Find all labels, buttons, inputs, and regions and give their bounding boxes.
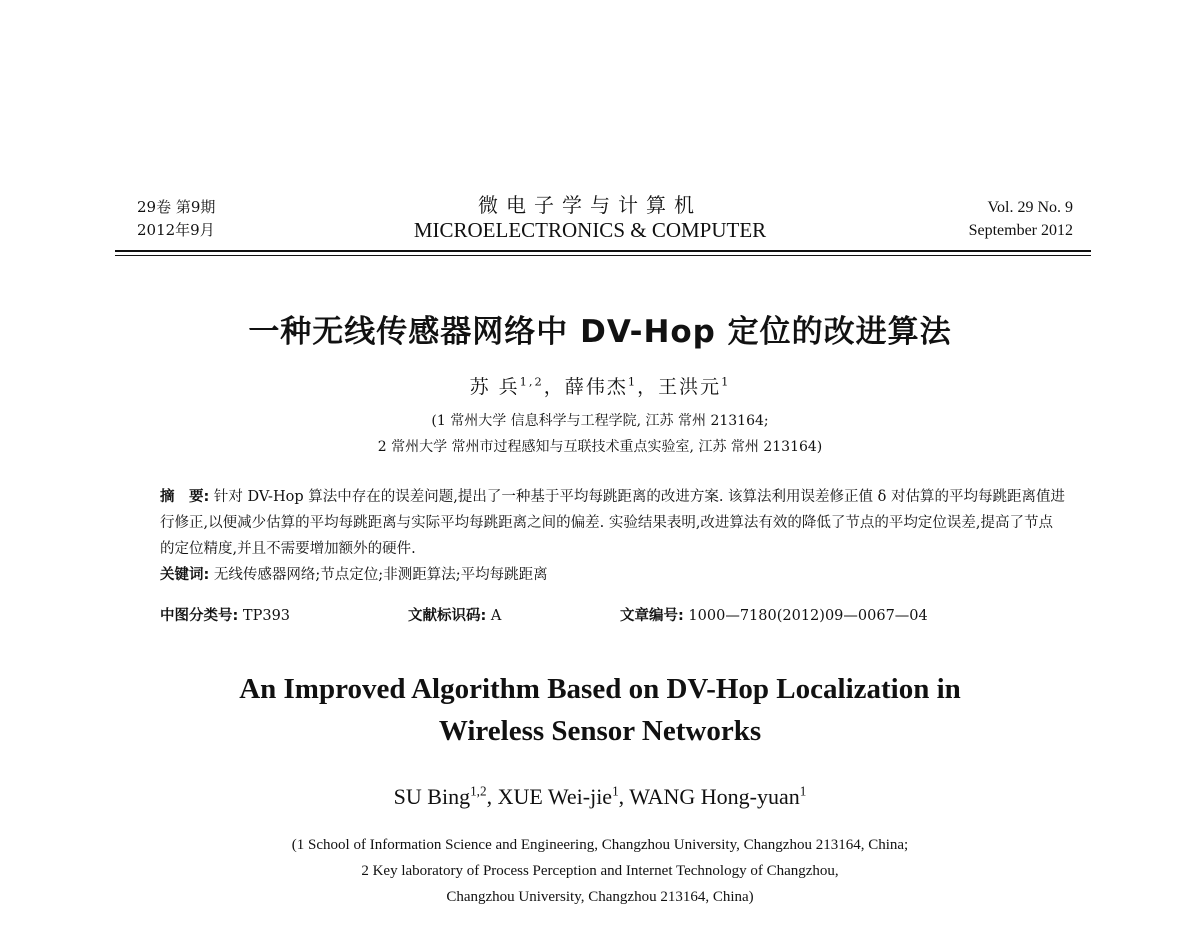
clc-label: 中图分类号: [160, 608, 239, 624]
document-code-label: 文献标识码: [408, 608, 487, 624]
volume-cn: 29卷 第9期 [137, 198, 216, 216]
author-affil-mark: 1 [612, 783, 619, 799]
volume-en: Vol. 29 No. 9 [987, 199, 1073, 216]
abstract-text: 针对 DV-Hop 算法中存在的误差问题,提出了一种基于平均每跳距离的改进方案. 该算法利用误差修正值 δ 对估算的平均每跳距离值进行修正,以便减少估算的平均每跳距离与实际平均每跳距离之间的偏差. 实验结果表明,改进算法有效的降低了节点的平均定位误差,提高了节点的定位精度,并且不需要增加额外的硬件. [160, 489, 1065, 557]
author-name: 王洪元 [658, 376, 722, 398]
affiliations-en [0, 832, 1200, 910]
affiliation-line: Changzhou University, Changzhou 213164, China) [446, 889, 754, 905]
article-number-label: 文章编号: [620, 608, 684, 624]
author-affil-mark: 1,2 [470, 783, 487, 799]
keywords [160, 562, 1065, 588]
affiliations-cn [0, 408, 1200, 460]
abstract-paragraph [160, 484, 1065, 562]
author-separator: , [618, 784, 630, 809]
document-code [408, 604, 501, 625]
abstract-label: 摘 要: [160, 489, 210, 505]
authors-cn [0, 372, 1200, 399]
affiliation-line: 2 Key laboratory of Process Perception and Internet Technology of Changzhou, [361, 863, 839, 879]
author-name: 薛伟杰 [564, 376, 628, 398]
journal-name-cn: 微电子学与计算机 [478, 193, 702, 217]
date-cn: 2012年9月 [137, 221, 215, 239]
abstract-cn [160, 484, 1065, 588]
date-en: September 2012 [968, 222, 1073, 239]
affiliation-line: 2 常州大学 常州市过程感知与互联技术重点实验室, 江苏 常州 213164) [377, 439, 823, 455]
affiliation-line: (1 常州大学 信息科学与工程学院, 江苏 常州 213164; [431, 413, 769, 429]
author-separator: ， [637, 376, 659, 398]
article-number [620, 604, 928, 625]
header-rule-thick [115, 250, 1091, 252]
author-name: SU Bing [393, 784, 471, 809]
clc-number [160, 604, 290, 625]
author-affil-mark: 1 [799, 783, 807, 799]
journal-name-en: MICROELECTRONICS & COMPUTER [413, 218, 767, 242]
paper-title-cn: 一种无线传感器网络中 DV-Hop 定位的改进算法 [248, 314, 952, 350]
author-affil-mark: 1 [627, 374, 638, 389]
author-separator: ， [543, 376, 565, 398]
author-name: 苏 兵 [469, 376, 520, 398]
author-affil-mark: 1,2 [519, 374, 544, 389]
author-separator: , [486, 784, 498, 809]
issue-info-en [969, 196, 1073, 242]
title-en-line: Wireless Sensor Networks [438, 715, 762, 747]
keywords-label: 关键词: [160, 567, 210, 583]
affiliation-line: (1 School of Information Science and Engineering, Changzhou University, Changzhou 213164, China; [291, 837, 909, 853]
author-name: WANG Hong-yuan [629, 784, 800, 809]
article-number-value: 1000—7180(2012)09—0067—04 [688, 608, 928, 624]
journal-header [0, 192, 1200, 252]
clc-value: TP393 [242, 608, 291, 624]
title-en-line: An Improved Algorithm Based on DV-Hop Localization in [239, 673, 961, 705]
authors-en [0, 784, 1200, 810]
keywords-text: 无线传感器网络;节点定位;非测距算法;平均每跳距离 [213, 567, 548, 583]
author-affil-mark: 1 [721, 374, 731, 389]
document-code-value: A [490, 608, 502, 624]
header-rule-thin [115, 255, 1091, 256]
paper-title-en [0, 668, 1200, 752]
author-name: XUE Wei-jie [497, 784, 613, 809]
